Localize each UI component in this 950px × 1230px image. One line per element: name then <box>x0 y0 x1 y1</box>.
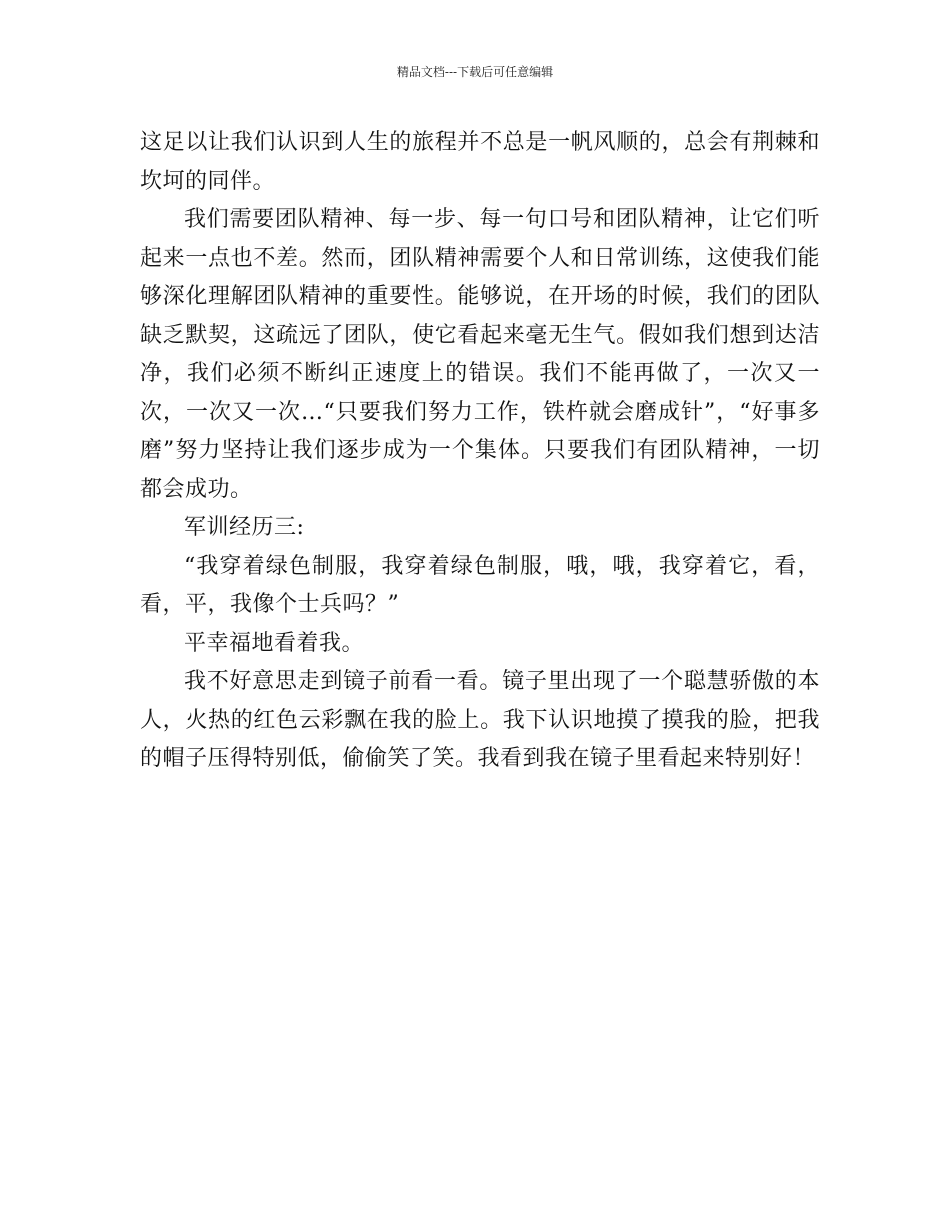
page-header: 精品文档---下载后可任意编辑 <box>396 65 554 79</box>
paragraph-2: 我们需要团队精神、每一步、每一句口号和团队精神，让它们听起来一点也不差。然而，团队精神需要个人和日常训练，这使我们能够深化理解团队精神的重要性。能够说，在开场的时候，我们的团队缺乏默契，这疏远了团队，使它看起来毫无生气。假如我们想到达洁净，我们必须不断纠正速度上的错误。我们不能再做了，一次又一次，一次又一次…“只要我们努力工作，铁杵就会磨成针”，“好事多磨”努力坚持让我们逐步成为一个集体。只要我们有团队精神，一切都会成功。 <box>140 207 820 502</box>
document-body <box>140 124 820 779</box>
paragraph-5: 平幸福地看着我。 <box>184 630 365 656</box>
paragraph-6: 我不好意思走到镜子前看一看。镜子里出现了一个聪慧骄傲的本人，火热的红色云彩飘在我的脸上。我下认识地摸了摸我的脸，把我的帽子压得特别低，偷偷笑了笑。我看到我在镜子里看起来特别好！ <box>140 669 820 771</box>
paragraph-4: “我穿着绿色制服，我穿着绿色制服，哦，哦，我穿着它，看，看，平，我像个士兵吗？” <box>140 553 820 617</box>
paragraph-3-heading: 军训经历三: <box>184 515 305 540</box>
paragraph-1: 这足以让我们认识到人生的旅程并不总是一帆风顺的，总会有荆棘和坎坷的同伴。 <box>140 130 820 194</box>
